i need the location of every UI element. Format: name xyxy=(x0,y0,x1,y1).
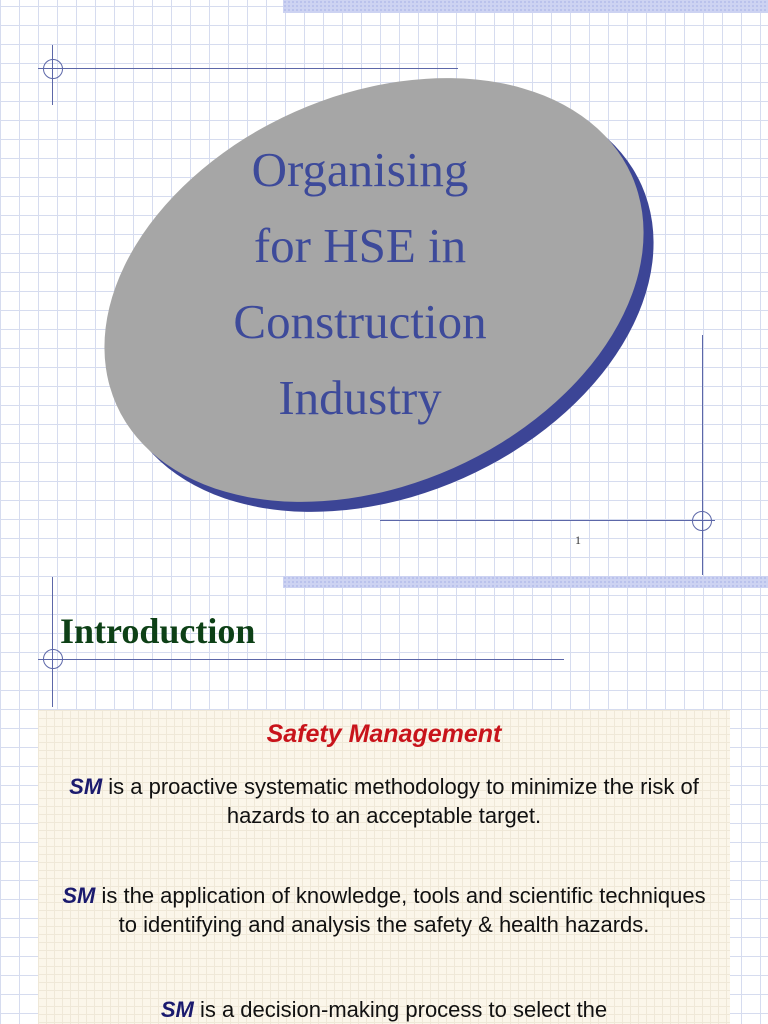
bottom-guide-line xyxy=(380,520,715,521)
paragraph xyxy=(58,995,710,1024)
section-heading: Introduction xyxy=(60,611,256,651)
paragraph-text: is a decision-making process to select the xyxy=(193,997,608,1022)
title-line: Industry xyxy=(278,370,442,425)
paragraph xyxy=(58,772,710,830)
box-title: Safety Management xyxy=(266,720,502,748)
slide-title xyxy=(150,132,570,436)
paragraph-text: is the application of knowledge, tools and scientific techniques to identifying and analysis the safety & health hazards. xyxy=(95,883,706,937)
right-guide-line xyxy=(702,335,703,575)
title-line: Organising xyxy=(251,142,469,197)
page-number: 1 xyxy=(575,533,581,547)
sm-abbreviation: SM xyxy=(160,997,194,1022)
slide-divider-band xyxy=(283,576,768,588)
paragraph-text: is a proactive systematic methodology to minimize the risk of hazards to an acceptable target. xyxy=(102,774,699,828)
title-line: Construction xyxy=(233,294,487,349)
title-line: for HSE in xyxy=(253,218,467,273)
paragraph xyxy=(58,881,710,939)
left-guide-line xyxy=(52,577,53,707)
sm-abbreviation: SM xyxy=(62,883,96,908)
crosshair-icon xyxy=(692,511,712,531)
content-box xyxy=(38,710,730,1024)
crosshair-icon xyxy=(43,649,63,669)
sm-abbreviation: SM xyxy=(69,774,103,799)
heading-underline xyxy=(38,659,564,660)
